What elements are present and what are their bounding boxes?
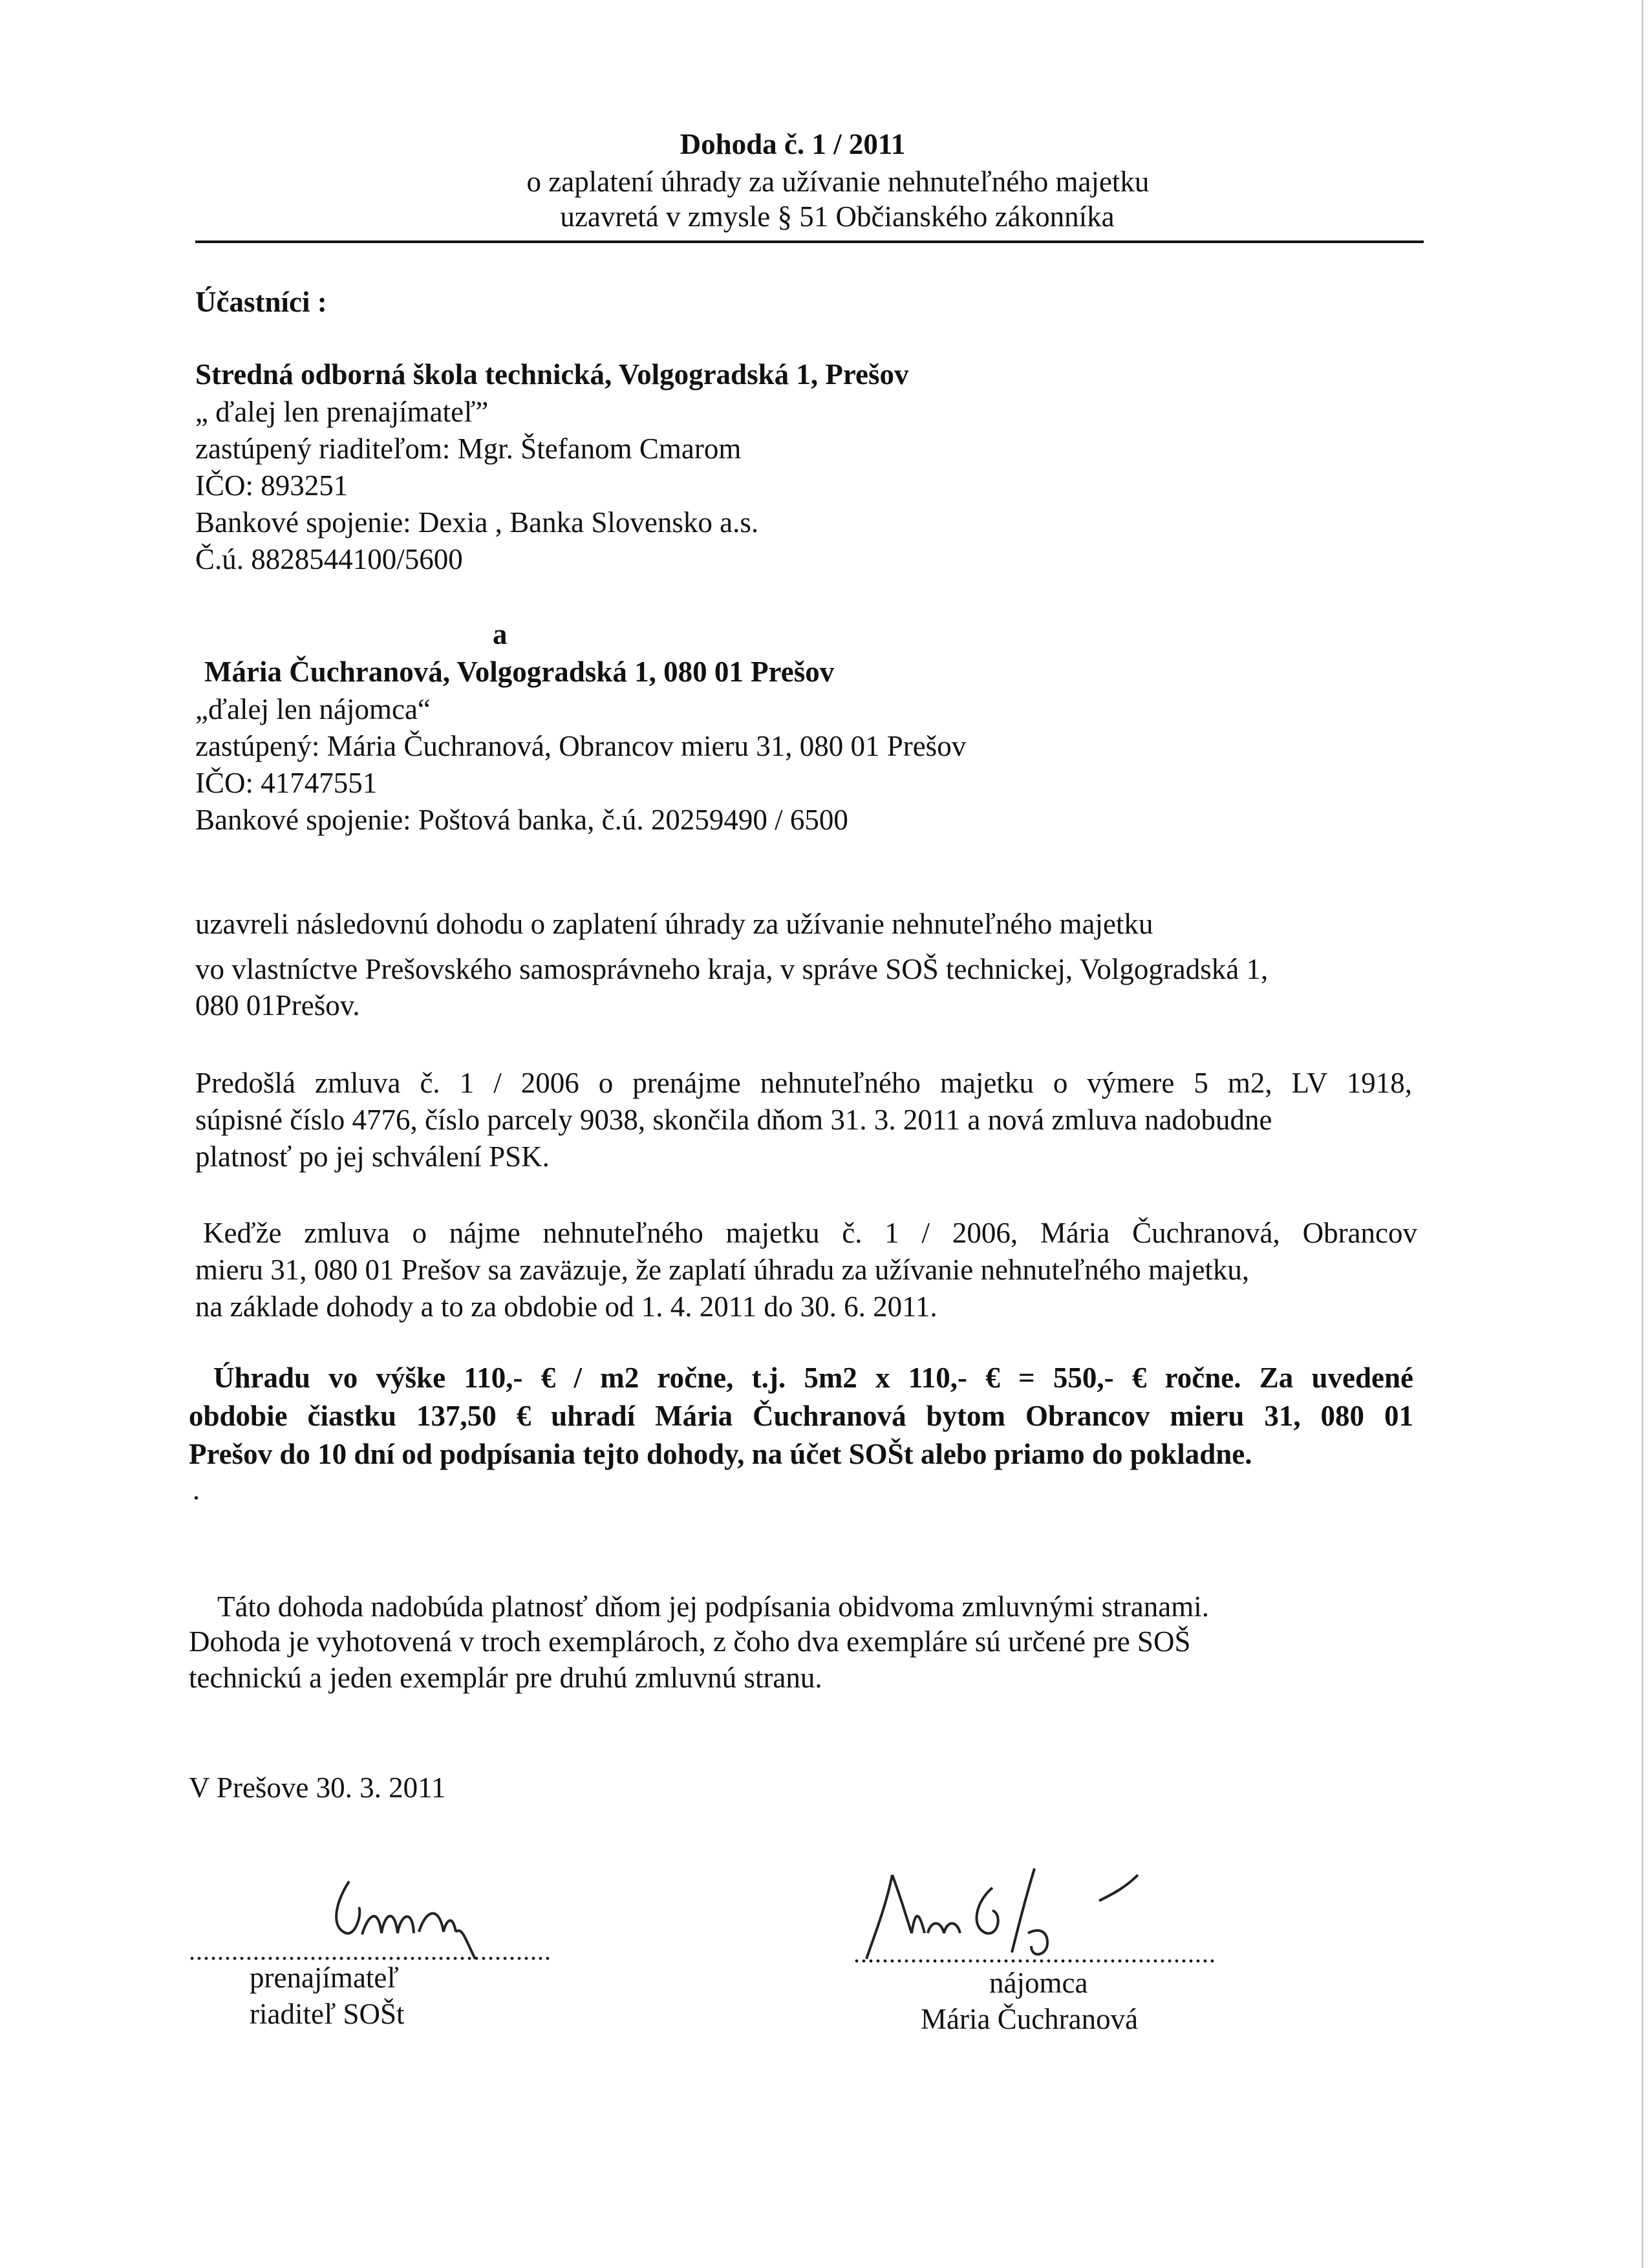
tenant-bank: Bankové spojenie: Poštová banka, č.ú. 20259490 / 6500 — [195, 804, 848, 836]
landlord-ico: IČO: 893251 — [195, 469, 348, 502]
tenant-alias: „ďalej len nájomca“ — [195, 693, 431, 725]
paragraph4-line3: Prešov do 10 dní od podpísania tejto dohody, na účet SOŠt alebo priamo do pokladne. — [189, 1438, 1252, 1470]
landlord-role: prenajímateľ — [250, 1962, 399, 1994]
tenant-signatory-name: Mária Čuchranová — [921, 2003, 1139, 2035]
participants-label: Účastníci : — [195, 286, 327, 318]
paragraph3-line3: na základe dohody a to za obdobie od 1. 4. 2011 do 30. 6. 2011. — [195, 1290, 938, 1323]
landlord-represented: zastúpený riaditeľom: Mgr. Štefanom Cmarom — [195, 433, 742, 465]
paragraph2-line3: platnosť po jej schválení PSK. — [195, 1140, 550, 1173]
place-date: V Prešove 30. 3. 2011 — [189, 1771, 446, 1804]
paragraph1-line1: uzavreli následovnú dohodu o zaplatení úhrady za užívanie nehnuteľného majetku — [195, 908, 1153, 940]
landlord-signature-line: ................................................... — [189, 1936, 552, 1965]
landlord-name: Stredná odborná škola technická, Volgogradská 1, Prešov — [195, 358, 909, 390]
tenant-represented: zastúpený: Mária Čuchranová, Obrancov mieru 31, 080 01 Prešov — [195, 730, 967, 762]
paragraph3-line2: mieru 31, 080 01 Prešov sa zaväzuje, že zaplatí úhradu za užívanie nehnuteľného majetku, — [195, 1254, 1250, 1286]
paragraph1-line3: 080 01Prešov. — [195, 989, 360, 1022]
paragraph4-line1: Úhradu vo výške 110,- € / m2 ročne, t.j. 5m2 x 110,- € = 550,- € ročne. Za uvedené — [213, 1362, 1413, 1394]
paragraph4-line2: obdobie čiastku 137,50 € uhradí Mária Čuchranová bytom Obrancov mieru 31, 080 01 — [189, 1400, 1413, 1432]
tenant-name: Mária Čuchranová, Volgogradská 1, 080 01 Prešov — [204, 656, 835, 688]
scan-edge — [1642, 0, 1644, 2268]
paragraph1-line2: vo vlastníctve Prešovského samosprávneho kraja, v správe SOŠ technickej, Volgogradská 1, — [195, 953, 1269, 985]
landlord-alias: „ ďalej len prenajímateľ” — [195, 396, 489, 428]
tenant-role: nájomca — [989, 1967, 1088, 1999]
paragraph5-line2: Dohoda je vyhotovená v troch exemplároch, z čoho dva exempláre sú určené pre SOŠ — [189, 1625, 1191, 1658]
paragraph3-line1: Keďže zmluva o nájme nehnuteľného majetku č. 1 / 2006, Mária Čuchranová, Obrancov — [203, 1217, 1417, 1249]
landlord-title: riaditeľ SOŠt — [250, 1998, 405, 2030]
tenant-ico: IČO: 41747551 — [195, 767, 378, 799]
paragraph2-line1: Predošlá zmluva č. 1 / 2006 o prenájme nehnuteľného majetku o výmere 5 m2, LV 1918, — [195, 1067, 1412, 1099]
landlord-bank: Bankové spojenie: Dexia , Banka Slovensko a.s. — [195, 506, 759, 539]
paragraph2-line2: súpisné číslo 4776, číslo parcely 9038, skončila dňom 31. 3. 2011 a nová zmluva nadobudne — [195, 1104, 1272, 1136]
paragraph5-line1: Táto dohoda nadobúda platnosť dňom jej podpísania obidvoma zmluvnými stranami. — [217, 1590, 1209, 1623]
header-rule — [195, 241, 1424, 243]
landlord-account: Č.ú. 8828544100/5600 — [195, 543, 463, 575]
tenant-signature-line: ................................................... — [853, 1939, 1216, 1968]
document-subtitle-1: o zaplatení úhrady za užívanie nehnuteľného majetku — [526, 166, 1150, 198]
stray-dot: · — [191, 1482, 201, 1514]
paragraph5-line3: technickú a jeden exemplár pre druhú zmluvnú stranu. — [189, 1662, 822, 1694]
document-subtitle-2: uzavretá v zmysle § 51 Občianského zákonníka — [560, 200, 1115, 233]
document-title: Dohoda č. 1 / 2011 — [680, 128, 906, 160]
and-word: a — [493, 618, 508, 650]
